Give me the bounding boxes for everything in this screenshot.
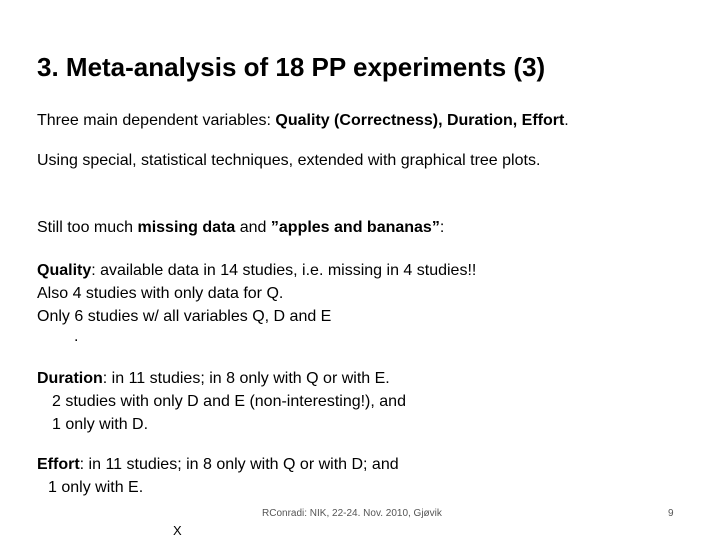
duration-line-2: 2 studies with only D and E (non-interesting!), and: [52, 393, 406, 410]
missing-mid: and: [235, 219, 271, 236]
effort-line-1: [37, 456, 399, 474]
quality-rest: : available data in 14 studies, i.e. missing in 4 studies!!: [91, 262, 477, 279]
effort-line-2: 1 only with E.: [48, 479, 144, 496]
page-number: 9: [668, 508, 674, 519]
quality-line-1: [37, 262, 476, 280]
effort-term: Effort: [37, 456, 80, 473]
duration-line-1: [37, 370, 390, 388]
apples-bananas-bold: ”apples and bananas”: [270, 219, 440, 236]
duration-rest: : in 11 studies; in 8 only with Q or with E.: [102, 370, 390, 387]
missing-bold: missing data: [137, 219, 236, 236]
quality-line-2: Also 4 studies with only data for Q.: [37, 285, 284, 302]
quality-term: Quality: [37, 262, 92, 279]
missing-pre: Still too much: [37, 219, 138, 236]
duration-term: Duration: [37, 370, 103, 387]
slide-title: 3. Meta-analysis of 18 PP experiments (3): [37, 52, 546, 82]
variables-pre: Three main dependent variables:: [37, 112, 276, 129]
variables-bold: Quality (Correctness), Duration, Effort: [275, 112, 565, 129]
variables-post: .: [564, 112, 569, 129]
duration-line-3: 1 only with D.: [52, 416, 149, 433]
effort-rest: : in 11 studies; in 8 only with Q or with D; and: [79, 456, 399, 473]
missing-post: :: [439, 219, 445, 236]
quality-line-3: Only 6 studies w/ all variables Q, D and E: [37, 308, 332, 325]
quality-dot: .: [74, 328, 79, 345]
variables-line: [37, 112, 569, 130]
footer-citation: RConradi: NIK, 22-24. Nov. 2010, Gjøvik: [262, 508, 442, 519]
footer-mark: X: [173, 523, 182, 538]
techniques-line: Using special, statistical techniques, extended with graphical tree plots.: [37, 152, 541, 169]
missing-data-line: [37, 219, 444, 237]
